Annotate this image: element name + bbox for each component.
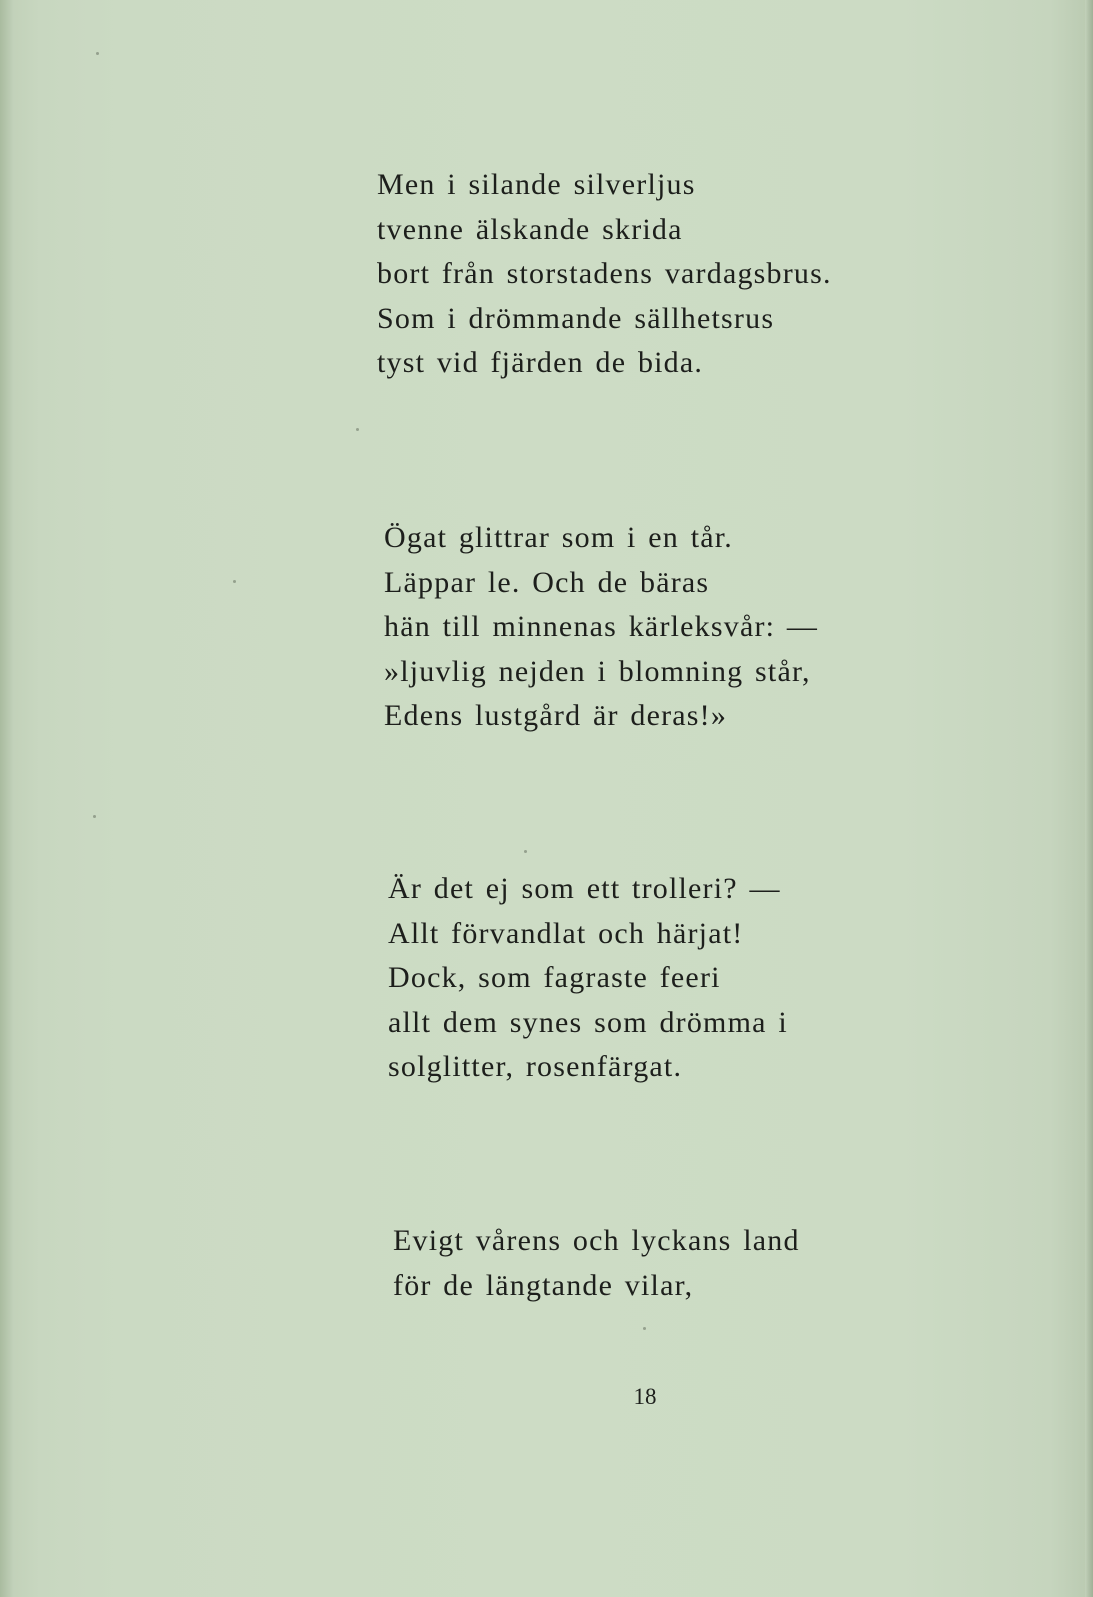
verse-line: solglitter, rosenfärgat.: [388, 1050, 683, 1083]
verse-line: hän till minnenas kärleksvår: —: [384, 610, 819, 643]
verse-line: Allt förvandlat och härjat!: [388, 916, 744, 950]
verse-line: tyst vid fjärden de bida.: [377, 346, 704, 379]
verse-line: Ögat glittrar som i en tår.: [384, 521, 733, 554]
paper-speck: [96, 52, 99, 55]
verse-line: allt dem synes som drömma i: [388, 1005, 788, 1039]
paper-speck: [643, 1327, 646, 1330]
stanza-3: [388, 867, 788, 1090]
verse-line: Men i silande silverljus: [377, 168, 696, 201]
paper-speck: [93, 815, 96, 818]
verse-line: tvenne älskande skrida: [377, 212, 683, 246]
verse-line: Är det ej som ett trolleri? —: [388, 872, 781, 905]
page-number: 18: [633, 1384, 657, 1409]
paper-speck: [233, 580, 236, 583]
verse-line: Edens lustgård är deras!»: [384, 699, 728, 732]
stanza-4: [393, 1219, 800, 1308]
verse-line: Evigt vårens och lyckans land: [393, 1224, 800, 1257]
verse-line: Dock, som fagraste feeri: [388, 961, 721, 994]
paper-speck: [356, 428, 359, 431]
stanza-2: [384, 516, 818, 739]
page-gutter-shadow: [0, 0, 14, 1597]
verse-line: »ljuvlig nejden i blomning står,: [384, 654, 811, 688]
stanza-1: [377, 163, 832, 386]
verse-line: för de längtande vilar,: [393, 1268, 694, 1302]
paper-speck: [524, 850, 527, 853]
page-right-edge: [1085, 0, 1093, 1597]
verse-line: Som i drömmande sällhetsrus: [377, 301, 775, 335]
verse-line: bort från storstadens vardagsbrus.: [377, 257, 832, 290]
verse-line: Läppar le. Och de bäras: [384, 565, 710, 599]
